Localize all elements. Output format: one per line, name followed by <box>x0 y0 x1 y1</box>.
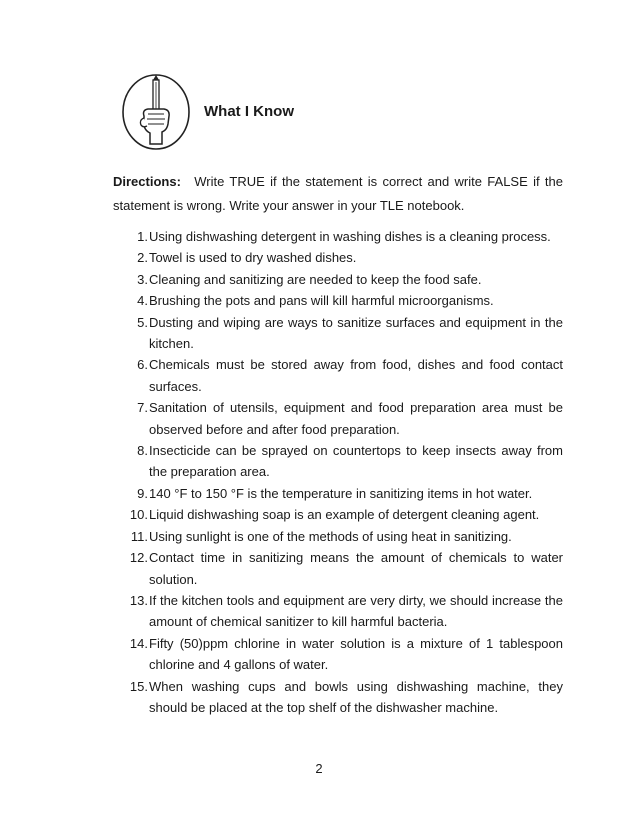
item-number: 7. <box>137 400 148 416</box>
item-text: Insecticide can be sprayed on countertops to keep insects away from the preparation area. <box>149 443 563 480</box>
item-number: 1. <box>137 229 148 244</box>
item-text: Brushing the pots and pans will kill harmful microorganisms. <box>149 293 494 309</box>
item-text: Sanitation of utensils, equipment and food preparation area must be observed before and after food preparation. <box>149 400 563 437</box>
list-item <box>113 547 563 590</box>
item-number: 4. <box>137 293 148 309</box>
item-number: 15. <box>129 678 148 694</box>
item-text: Liquid dishwashing soap is an example of detergent cleaning agent. <box>149 507 540 523</box>
list-item <box>113 354 563 397</box>
list-item <box>113 269 563 290</box>
item-text: 140 °F to 150 °F is the temperature in sanitizing items in hot water. <box>149 485 533 501</box>
directions-label: Directions: <box>113 174 181 189</box>
item-number: 6. <box>137 357 148 373</box>
list-item <box>113 312 563 355</box>
item-number: 3. <box>137 271 148 287</box>
directions-paragraph <box>113 170 563 218</box>
item-text: Cleaning and sanitizing are needed to keep the food safe. <box>149 271 482 287</box>
item-number: 10. <box>129 507 148 523</box>
page-number: 2 <box>315 761 323 776</box>
list-item <box>113 247 563 268</box>
item-text: When washing cups and bowls using dishwashing machine, they should be placed at the top shelf of the dishwasher machine. <box>149 678 563 715</box>
list-item <box>113 440 563 483</box>
item-number: 9. <box>137 485 148 501</box>
section-header <box>120 72 294 152</box>
item-text: Fifty (50)ppm chlorine in water solution is a mixture of 1 tablespoon chlorine and 4 gallons of water. <box>149 635 563 673</box>
item-text: Using dishwashing detergent in washing dishes is a cleaning process. <box>149 229 551 244</box>
list-item <box>113 397 563 440</box>
item-text: Contact time in sanitizing means the amount of chemicals to water solution. <box>149 550 563 587</box>
item-text: Chemicals must be stored away from food, dishes and food contact surfaces. <box>149 357 563 394</box>
list-item <box>113 504 563 525</box>
item-number: 8. <box>137 443 148 459</box>
item-number: 11. <box>130 528 148 544</box>
statement-list <box>113 226 563 718</box>
item-number: 14. <box>129 635 148 651</box>
item-number: 2. <box>137 250 148 266</box>
hand-holding-pencil-icon <box>120 72 192 152</box>
list-item <box>113 226 563 247</box>
item-text: Towel is used to dry washed dishes. <box>149 250 357 266</box>
item-number: 13. <box>129 592 148 608</box>
item-number: 12. <box>129 550 148 566</box>
item-number: 5. <box>137 314 148 330</box>
list-item <box>113 483 563 504</box>
list-item <box>113 676 563 719</box>
section-title: What I Know <box>204 102 294 120</box>
directions-text: Write TRUE if the statement is correct and write FALSE if the statement is wrong. Write your answer in your TLE notebook. <box>113 174 563 213</box>
item-text: Using sunlight is one of the methods of using heat in sanitizing. <box>149 528 512 544</box>
item-text: Dusting and wiping are ways to sanitize surfaces and equipment in the kitchen. <box>149 314 563 352</box>
list-item <box>113 526 563 547</box>
item-text: If the kitchen tools and equipment are very dirty, we should increase the amount of chemical sanitizer to kill harmful bacteria. <box>149 592 563 630</box>
list-item <box>113 633 563 676</box>
list-item <box>113 590 563 633</box>
list-item <box>113 290 563 311</box>
